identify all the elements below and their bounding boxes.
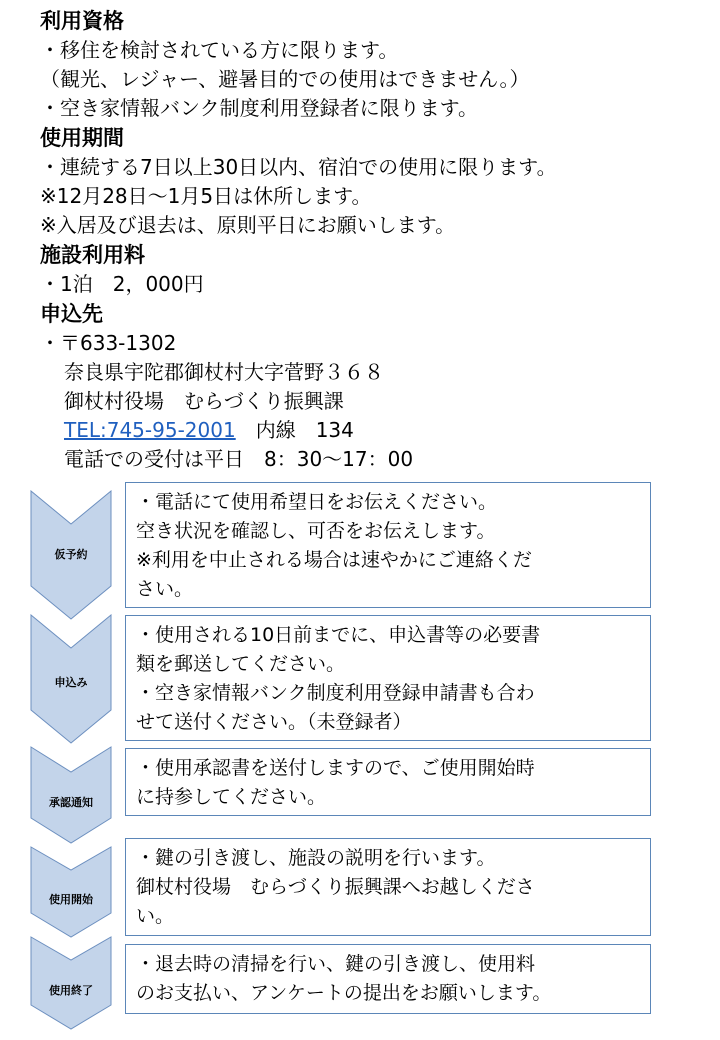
apply-hours: 電話での受付は平日 8：30～17：00 <box>64 447 414 471</box>
step-label: 申込み <box>54 676 88 689</box>
step-line: に持参してください。 <box>136 786 327 808</box>
step-line: ・鍵の引き渡し、施設の説明を行います。 <box>136 847 496 869</box>
step-line: ・退去時の清掃を行い、鍵の引き渡し、使用料 <box>136 953 536 975</box>
step-label: 承認通知 <box>49 796 93 809</box>
step-line: ・使用される10日前までに、申込書等の必要書 <box>136 624 541 646</box>
period-heading: 使用期間 <box>40 126 124 150</box>
apply-office: 御杖村役場 むらづくり振興課 <box>64 389 344 413</box>
period-line: ※12月28日～1月5日は休所します。 <box>40 184 372 208</box>
eligibility-line: （観光、レジャー、避暑目的での使用はできません。） <box>40 67 530 91</box>
eligibility-heading: 利用資格 <box>40 9 124 33</box>
step-chevron <box>30 936 112 1030</box>
eligibility-line: ・空き家情報バンク制度利用登録者に限ります。 <box>40 96 478 120</box>
step-box <box>125 944 651 1014</box>
step-line: 御杖村役場 むらづくり振興課へお越しくださ <box>136 876 535 898</box>
fee-heading: 施設利用料 <box>40 243 145 267</box>
step-line: い。 <box>136 905 175 927</box>
eligibility-line: ・移住を検討されている方に限ります。 <box>40 38 399 62</box>
apply-heading: 申込先 <box>40 302 103 326</box>
tel-link[interactable]: TEL:745-95-2001 <box>64 418 236 442</box>
step-line: ・使用承認書を送付しますので、ご使用開始時 <box>136 757 535 779</box>
apply-address: 奈良県宇陀郡御杖村大字菅野３６８ <box>64 360 384 384</box>
period-line: ※入居及び退去は、原則平日にお願いします。 <box>40 213 456 237</box>
step-box <box>125 838 651 936</box>
apply-postal: ・〒633-1302 <box>40 331 177 355</box>
step-line: ・電話にて使用希望日をお伝えください。 <box>136 491 498 513</box>
step-line: 空き状況を確認し、可否をお伝えします。 <box>136 520 496 542</box>
step-line: せて送付ください。（未登録者） <box>136 711 412 733</box>
step-box <box>125 615 651 741</box>
step-line: のお支払い、アンケートの提出をお願いします。 <box>136 982 552 1004</box>
tel-extension: 内線 134 <box>235 418 354 442</box>
step-box <box>125 482 651 608</box>
step-label: 使用開始 <box>49 893 93 906</box>
step-label: 仮予約 <box>54 548 88 561</box>
step-label: 使用終了 <box>49 984 93 997</box>
period-line: ・連続する7日以上30日以内、宿泊での使用に限ります。 <box>40 155 557 179</box>
step-chevron <box>30 846 112 938</box>
step-line: ※利用を中止される場合は速やかにご連絡くだ <box>136 549 532 571</box>
step-line: さい。 <box>136 578 194 600</box>
step-chevron <box>30 614 112 744</box>
step-line: 類を郵送してください。 <box>136 653 346 675</box>
step-chevron <box>30 490 112 620</box>
step-box <box>125 748 651 816</box>
step-chevron <box>30 746 112 844</box>
step-line: ・空き家情報バンク制度利用登録申請書も合わ <box>136 682 535 704</box>
fee-line: ・1泊 2，000円 <box>40 272 204 296</box>
